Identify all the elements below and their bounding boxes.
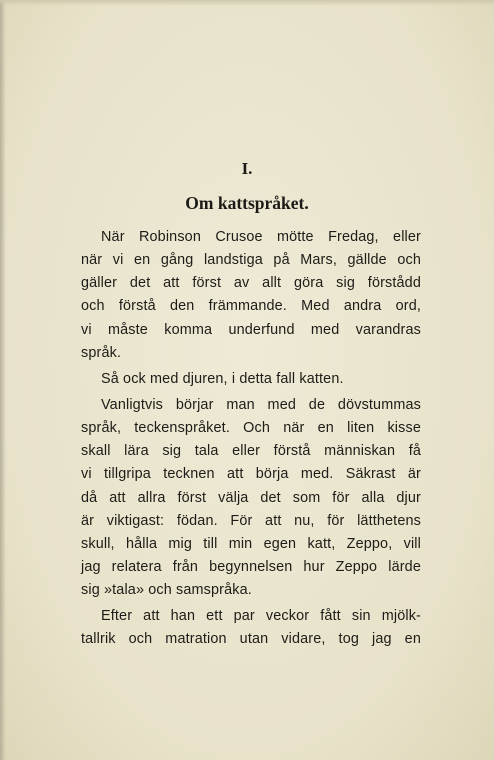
page-binding-shadow bbox=[0, 0, 6, 760]
chapter-title: Om kattspråket. bbox=[185, 193, 309, 213]
paragraph-3 bbox=[81, 394, 421, 602]
text-line: språk. bbox=[81, 344, 122, 361]
text-line: Efter att han ett par veckor fått sin mjölk- bbox=[101, 608, 421, 625]
chapter-body bbox=[81, 226, 421, 652]
paragraph-1 bbox=[81, 226, 421, 365]
text-line: och förstå den främmande. Med andra ord, bbox=[81, 298, 421, 315]
text-line: sig »tala» och samspråka. bbox=[81, 582, 252, 599]
text-line: är viktigast: födan. För att nu, för lätthetens bbox=[81, 512, 421, 529]
paragraph-4 bbox=[81, 605, 421, 651]
chapter-number: I. bbox=[241, 159, 253, 178]
text-line: skall lära sig tala eller förstå människan få bbox=[81, 443, 421, 460]
text-line: språk, teckenspråket. Och när en liten kisse bbox=[81, 420, 421, 437]
text-line: vi tillgripa tecknen att börja med. Säkrast är bbox=[81, 466, 421, 483]
text-line: skull, hålla mig till min egen katt, Zeppo, vill bbox=[81, 535, 421, 552]
paragraph-2 bbox=[81, 368, 421, 391]
text-line: jag relatera från begynnelsen hur Zeppo lärde bbox=[81, 558, 421, 575]
page-top-shadow bbox=[0, 0, 494, 6]
text-line: vi måste komma underfund med varandras bbox=[81, 321, 421, 338]
text-line: tallrik och matration utan vidare, tog jag en bbox=[81, 631, 421, 648]
text-line: Vanligtvis börjar man med de dövstummas bbox=[101, 396, 421, 413]
text-line: gäller det att först av allt göra sig förstådd bbox=[81, 275, 421, 292]
text-line: Så ock med djuren, i detta fall katten. bbox=[101, 370, 344, 387]
text-line: när vi en gång landstiga på Mars, gällde och bbox=[81, 252, 421, 269]
text-line: När Robinson Crusoe mötte Fredag, eller bbox=[101, 229, 421, 245]
text-line: då att allra först välja det som för alla djur bbox=[81, 489, 421, 506]
